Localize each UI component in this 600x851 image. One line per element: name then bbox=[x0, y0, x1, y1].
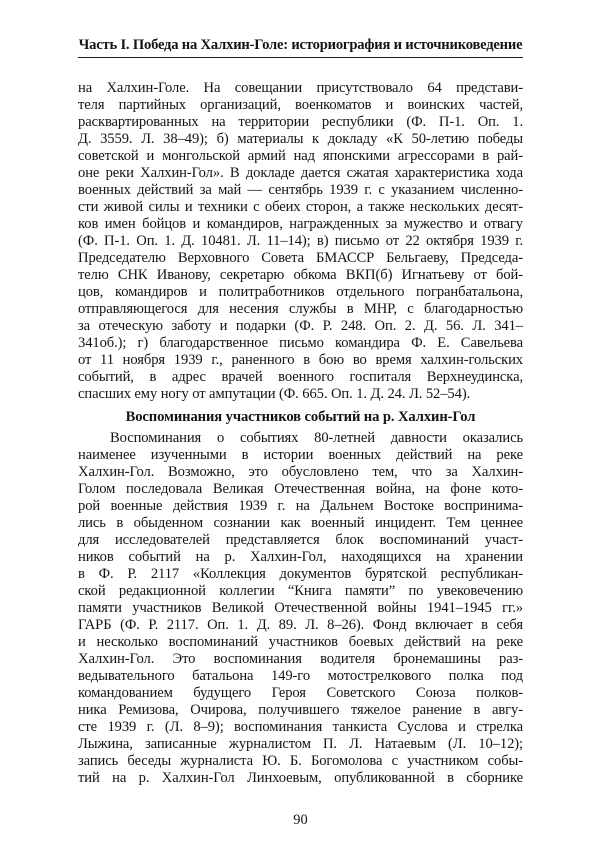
text-line: для исследователей представляется блок воспоминаний участ- bbox=[78, 532, 523, 548]
text-line: тий на р. Халхин-Гол Линхоевым, опубликованной в сборнике bbox=[78, 770, 523, 786]
text-line: лись в обыденном сознании как военный инцидент. Тем ценнее bbox=[78, 515, 523, 531]
text-line: военных действий за май — сентябрь 1939 г. с указанием численно- bbox=[78, 182, 523, 198]
text-line: Воспоминания о событиях 80-летней давности оказались bbox=[110, 430, 523, 446]
section-heading: Воспоминания участников событий на р. Халхин-Гол bbox=[125, 409, 476, 425]
text-line: ведывательного батальона 149-го мотострелкового полка под bbox=[78, 668, 523, 684]
text-line: отправляющегося для несения службы в МНР, с благодарностью bbox=[78, 301, 523, 317]
text-line: за отеческую заботу и подарки (Ф. Р. 248. Оп. 2. Д. 56. Л. 341– bbox=[78, 318, 523, 334]
text-line: Халхин-Гол. Это воспоминания водителя бронемашины раз- bbox=[78, 651, 523, 667]
text-line: (Ф. П-1. Оп. 1. Д. 10481. Л. 11–14); в) письмо от 22 октября 1939 г. bbox=[78, 233, 523, 249]
text-line: от 11 ноября 1939 г., раненного в бою во время халхин-гольских bbox=[78, 352, 523, 368]
text-line: ГАРБ (Ф. Р. 2117. Оп. 1. Д. 89. Л. 8–26). Фонд включает в себя bbox=[78, 617, 523, 633]
text-line: цов, командиров и политработников отдельного погранбатальона, bbox=[78, 284, 523, 300]
text-line: Халхин-Гол. Возможно, это обусловлено тем, что за Халхин- bbox=[78, 464, 523, 480]
text-line: 341об.); г) благодарственное письмо командира Ф. Е. Савельева bbox=[78, 335, 523, 351]
paragraph-memoirs bbox=[78, 430, 523, 787]
text-line: и несколько воспоминаний участников боевых действий на реке bbox=[78, 634, 523, 650]
text-line: телю СНК Иванову, секретарю обкома ВКП(б) Игнатьеву от бой- bbox=[78, 267, 523, 283]
text-line: спасших ему ногу от ампутации (Ф. 665. Оп. 1. Д. 24. Л. 52–54). bbox=[78, 386, 471, 402]
paragraph-continuation bbox=[78, 80, 523, 403]
running-head: Часть I. Победа на Халхин-Голе: историография и источниковедение bbox=[78, 37, 523, 53]
text-line: Лыжина, записанные журналистом П. Л. Натаевым (Л. 10–12); bbox=[78, 736, 523, 752]
text-line: ской редакционной коллегии “Книга памяти” по увековечению bbox=[78, 583, 523, 599]
text-line: наименее изученными в истории военных действий на реке bbox=[78, 447, 523, 463]
text-line: Председателю Верховного Совета БМАССР Бельгаеву, Председа- bbox=[78, 250, 523, 266]
text-line: в Ф. Р. 2117 «Коллекция документов бурятской республикан- bbox=[78, 566, 523, 582]
text-line: ника Ремизова, Очирова, получившего тяжелое ранение в авгу- bbox=[78, 702, 523, 718]
header-rule bbox=[78, 57, 523, 58]
page-body bbox=[78, 80, 523, 787]
text-line: командованием будущего Героя Советского Союза полков- bbox=[78, 685, 523, 701]
text-line: рой военные действия 1939 г. на Дальнем Востоке воспринима- bbox=[78, 498, 523, 514]
text-line: на Халхин-Голе. На совещании присутствовало 64 представи- bbox=[78, 80, 523, 96]
text-line: запись беседы журналиста Ю. Б. Богомолова с участником собы- bbox=[78, 753, 523, 769]
text-line: оне реки Халхин-Гол». В докладе дается сжатая характеристика хода bbox=[78, 165, 523, 181]
text-line: событий, в адрес врачей военного госпиталя Верхнеудинска, bbox=[78, 369, 523, 385]
page-number: 90 bbox=[293, 812, 308, 828]
text-line: Д. 3559. Л. 38–49); б) материалы к докладу «К 50-летию победы bbox=[78, 131, 523, 147]
text-line: ников событий на р. Халхин-Гол, находящихся на хранении bbox=[78, 549, 523, 565]
text-line: ков имен бойцов и командиров, награжденных за мужество и отвагу bbox=[78, 216, 523, 232]
text-line: сти живой силы и техники с обеих сторон, а также нескольких десят- bbox=[78, 199, 523, 215]
text-line: теля партийных организаций, военкоматов и воинских частей, bbox=[78, 97, 523, 113]
text-line: сте 1939 г. (Л. 8–9); воспоминания танкиста Суслова и стрелка bbox=[78, 719, 523, 735]
text-line: расквартированных на территории республики (Ф. П-1. Оп. 1. bbox=[78, 114, 523, 130]
text-line: Голом последовала Великая Отечественная война, на фоне кото- bbox=[78, 481, 523, 497]
text-line: советской и монгольской армий над японскими агрессорами в рай- bbox=[78, 148, 523, 164]
text-line: памяти участников Великой Отечественной войны 1941–1945 гг.» bbox=[78, 600, 523, 616]
